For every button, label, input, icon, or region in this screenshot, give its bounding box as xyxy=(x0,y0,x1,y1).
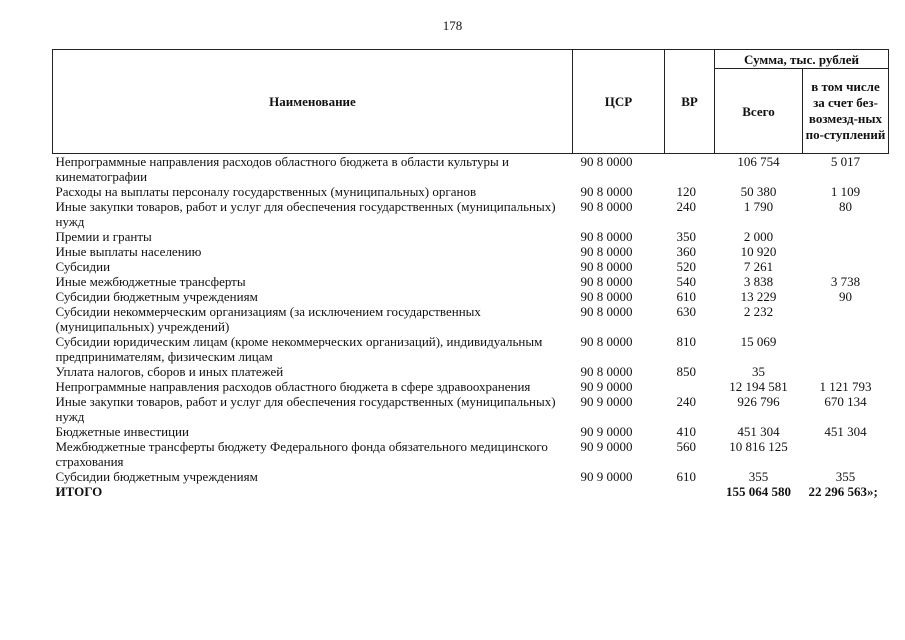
row-name: Иные закупки товаров, работ и услуг для обеспечения государственных (муниципальных) нужд xyxy=(55,199,556,229)
table-row xyxy=(53,184,889,199)
row-free xyxy=(803,334,889,364)
total-row-total: 155 064 580 xyxy=(726,484,791,499)
row-vr: 350 xyxy=(676,229,696,244)
table-row xyxy=(53,334,889,364)
row-free: 1 109 xyxy=(830,184,861,199)
header-csr: ЦСР xyxy=(573,50,665,154)
row-name: Субсидии некоммерческим организациям (за исключением государственных (муниципальных) учреждений) xyxy=(55,304,481,334)
row-csr: 90 8 0000 xyxy=(580,154,633,169)
row-name: Премии и гранты xyxy=(55,229,152,244)
row-csr: 90 8 0000 xyxy=(580,244,633,259)
row-csr: 90 8 0000 xyxy=(580,274,633,289)
table-row xyxy=(53,274,889,289)
row-total: 12 194 581 xyxy=(729,379,788,394)
row-name: Уплата налогов, сборов и иных платежей xyxy=(55,364,284,379)
row-free xyxy=(803,259,889,274)
row-vr: 520 xyxy=(676,259,696,274)
row-vr: 610 xyxy=(676,469,696,484)
row-total: 13 229 xyxy=(740,289,777,304)
row-csr: 90 9 0000 xyxy=(580,424,633,439)
table-row xyxy=(53,469,889,484)
total-row-empty xyxy=(665,484,715,499)
table-row xyxy=(53,304,889,334)
budget-table xyxy=(52,49,889,499)
row-vr xyxy=(665,379,715,394)
table-header xyxy=(53,50,889,154)
table-row xyxy=(53,289,889,304)
table-row xyxy=(53,154,889,185)
row-free xyxy=(803,364,889,379)
row-name: Иные закупки товаров, работ и услуг для обеспечения государственных (муниципальных) нужд xyxy=(55,394,556,424)
row-vr: 240 xyxy=(676,199,696,214)
row-name: Иные межбюджетные трансферты xyxy=(55,274,246,289)
row-total: 15 069 xyxy=(740,334,777,349)
table-row xyxy=(53,424,889,439)
row-vr: 610 xyxy=(676,289,696,304)
row-csr: 90 9 0000 xyxy=(580,379,633,394)
row-total: 3 838 xyxy=(743,274,774,289)
table-row xyxy=(53,379,889,394)
row-free xyxy=(803,244,889,259)
row-total: 2 232 xyxy=(743,304,774,319)
row-name: Непрограммные направления расходов областного бюджета в сфере здравоохранения xyxy=(55,379,531,394)
table-body xyxy=(53,154,889,500)
row-free: 5 017 xyxy=(830,154,861,169)
row-total: 7 261 xyxy=(743,259,774,274)
total-row-free: 22 296 563»; xyxy=(808,484,878,499)
row-free xyxy=(803,304,889,334)
row-csr: 90 8 0000 xyxy=(580,289,633,304)
row-vr: 120 xyxy=(676,184,696,199)
row-vr: 850 xyxy=(676,364,696,379)
row-total: 926 796 xyxy=(737,394,780,409)
row-free: 451 304 xyxy=(824,424,867,439)
row-total: 106 754 xyxy=(737,154,780,169)
row-csr: 90 8 0000 xyxy=(580,259,633,274)
header-total: Всего xyxy=(715,69,803,154)
row-total: 35 xyxy=(752,364,765,379)
table-row xyxy=(53,229,889,244)
table-row xyxy=(53,394,889,424)
table-row xyxy=(53,199,889,229)
row-name: Субсидии бюджетным учреждениям xyxy=(55,289,258,304)
row-total: 2 000 xyxy=(743,229,774,244)
row-total: 10 920 xyxy=(740,244,777,259)
table-row xyxy=(53,364,889,379)
row-csr: 90 8 0000 xyxy=(580,304,633,319)
row-vr: 540 xyxy=(676,274,696,289)
row-name: Субсидии юридическим лицам (кроме некоммерческих организаций), индивидуальным предпринимателям, физическим лицам xyxy=(55,334,543,364)
row-csr: 90 8 0000 xyxy=(580,364,633,379)
total-row-name: ИТОГО xyxy=(55,484,103,499)
row-vr: 240 xyxy=(676,394,696,409)
table-row xyxy=(53,259,889,274)
row-name: Субсидии xyxy=(55,259,111,274)
row-name: Расходы на выплаты персоналу государственных (муниципальных) органов xyxy=(55,184,477,199)
row-total: 50 380 xyxy=(740,184,777,199)
row-free xyxy=(803,439,889,469)
row-free: 1 121 793 xyxy=(819,379,872,394)
total-row-empty xyxy=(573,484,665,499)
row-free: 80 xyxy=(839,199,852,214)
row-free xyxy=(803,229,889,244)
row-name: Бюджетные инвестиции xyxy=(55,424,189,439)
row-vr: 410 xyxy=(676,424,696,439)
row-free: 670 134 xyxy=(824,394,867,409)
row-free: 3 738 xyxy=(830,274,861,289)
row-csr: 90 8 0000 xyxy=(580,184,633,199)
row-csr: 90 8 0000 xyxy=(580,334,633,349)
row-total: 10 816 125 xyxy=(729,439,788,454)
row-total: 1 790 xyxy=(743,199,774,214)
header-free: в том числе за счет без-возмезд-ных по-ступлений xyxy=(803,69,889,154)
table-row xyxy=(53,244,889,259)
row-csr: 90 9 0000 xyxy=(580,394,633,409)
row-csr: 90 9 0000 xyxy=(580,439,633,454)
row-total: 451 304 xyxy=(737,424,780,439)
row-vr: 560 xyxy=(676,439,696,454)
row-free: 90 xyxy=(839,289,852,304)
row-name: Межбюджетные трансферты бюджету Федерального фонда обязательного медицинского страхования xyxy=(55,439,548,469)
row-vr: 630 xyxy=(676,304,696,319)
page-number: 178 xyxy=(442,18,463,33)
row-total: 355 xyxy=(748,469,769,484)
header-vr: ВР xyxy=(665,50,715,154)
row-vr: 360 xyxy=(676,244,696,259)
row-vr: 810 xyxy=(676,334,696,349)
row-name: Непрограммные направления расходов областного бюджета в области культуры и кинематографии xyxy=(55,154,509,184)
table-row xyxy=(53,439,889,469)
row-name: Субсидии бюджетным учреждениям xyxy=(55,469,258,484)
row-vr xyxy=(665,154,715,185)
row-free: 355 xyxy=(835,469,856,484)
row-csr: 90 8 0000 xyxy=(580,199,633,214)
row-csr: 90 9 0000 xyxy=(580,469,633,484)
row-csr: 90 8 0000 xyxy=(580,229,633,244)
header-name: Наименование xyxy=(53,50,573,154)
header-sum: Сумма, тыс. рублей xyxy=(715,50,889,69)
row-name: Иные выплаты населению xyxy=(55,244,202,259)
total-row xyxy=(53,484,889,499)
